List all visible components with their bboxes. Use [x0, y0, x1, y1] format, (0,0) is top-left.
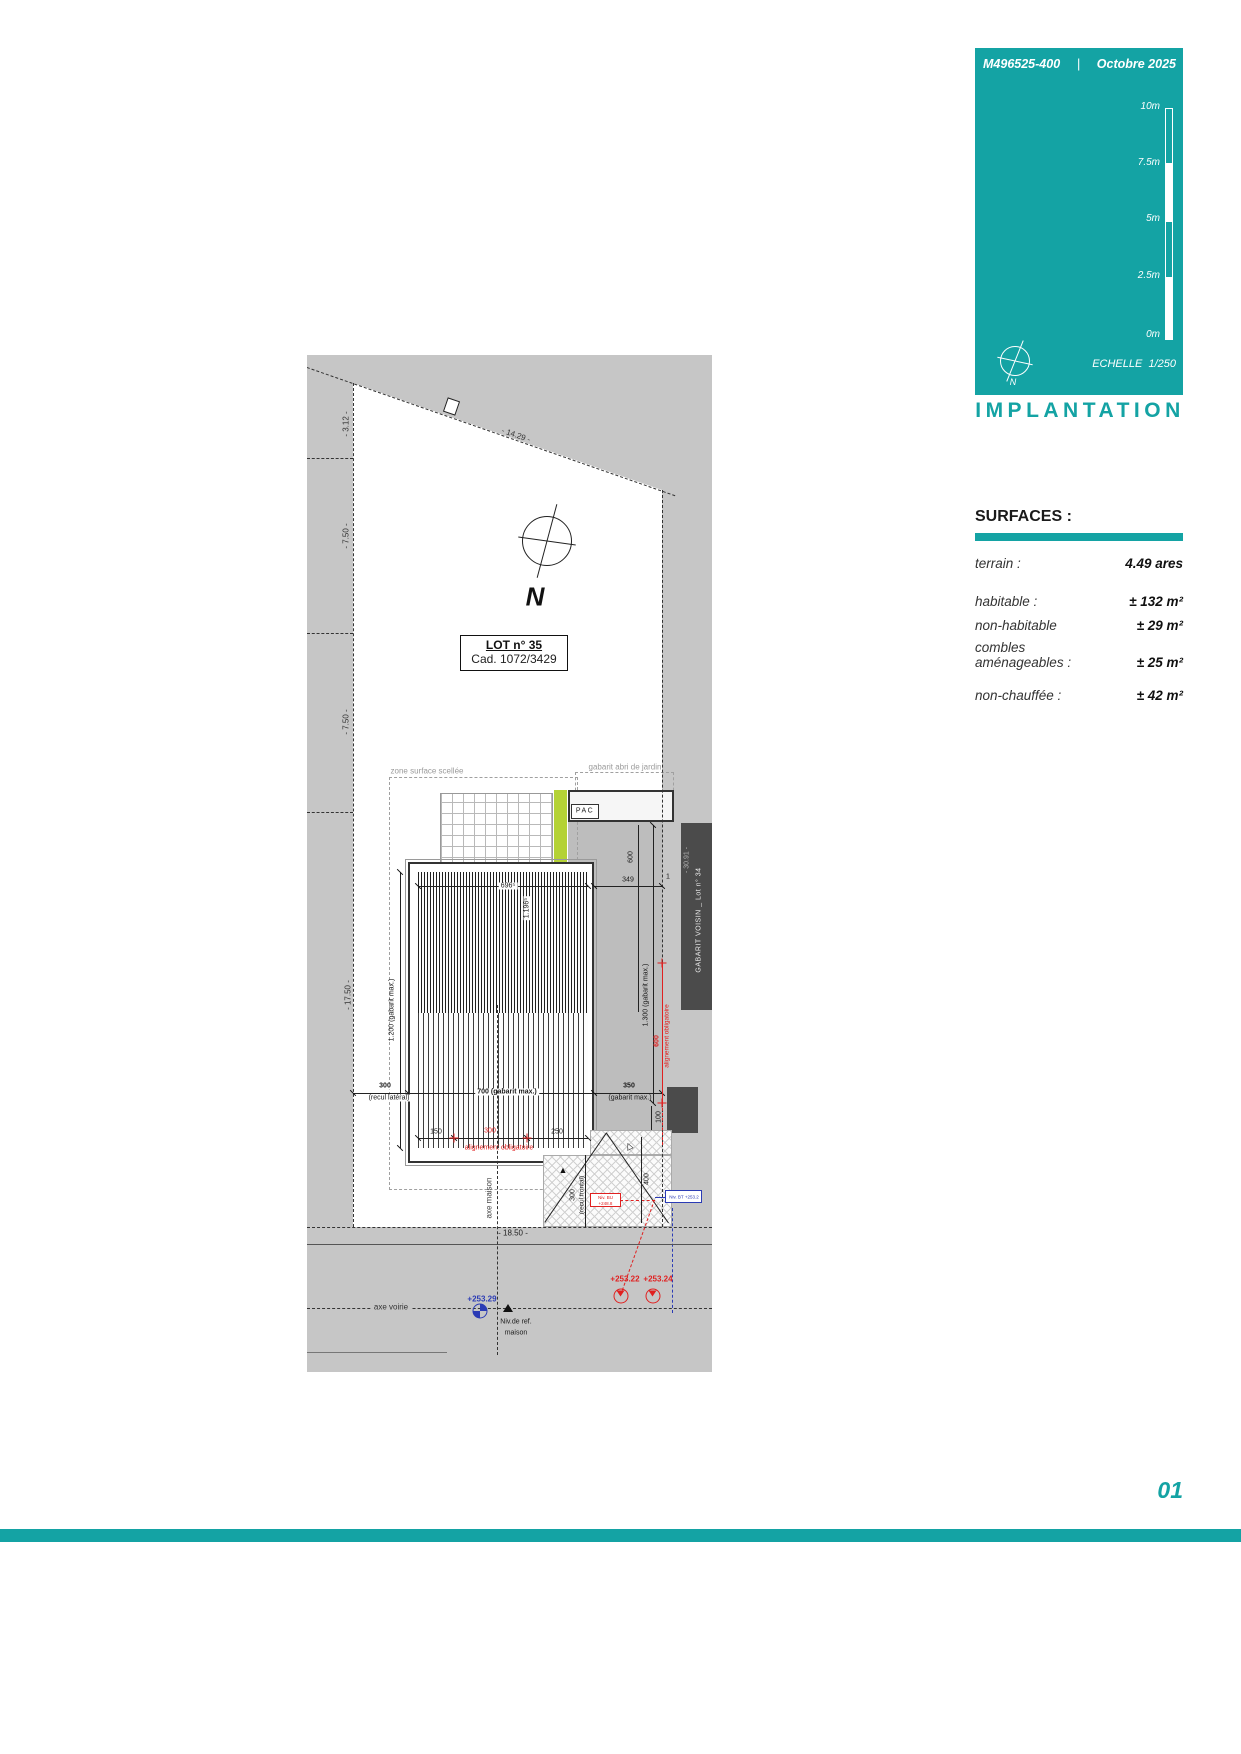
surfaces-heading: SURFACES :: [975, 508, 1072, 525]
boundary-marker: [443, 397, 460, 415]
dim-line-600: [638, 825, 639, 1012]
echelle-value: 1/250: [1148, 358, 1176, 370]
dim-west-4: - 17.50 -: [343, 980, 353, 1010]
scale-tick-5m: 5m: [1146, 213, 1160, 224]
dim-100: 100: [655, 1111, 663, 1123]
dim-line-1300: [653, 825, 654, 1103]
header-separator: |: [1076, 57, 1081, 71]
surfaces-underline: [975, 533, 1183, 541]
panel-north-letter: N: [1009, 377, 1017, 387]
niv-ref-line2: maison: [504, 1329, 528, 1337]
green-strip: [554, 790, 567, 873]
echelle-label: ECHELLE: [1092, 358, 1143, 370]
surface-value: ± 29 m²: [1136, 618, 1183, 633]
dim-600: 600: [627, 851, 635, 863]
surface-row-terrain: [975, 556, 1183, 571]
surface-label: terrain :: [975, 556, 1021, 571]
scale-tick-0m: 0m: [1146, 329, 1160, 340]
page-number: 01: [1157, 1477, 1183, 1503]
slope-arrow-hollow-icon: △: [623, 1139, 635, 1152]
ref-triangle-icon: [503, 1304, 513, 1312]
alignement-obligatoire-east: alignement obligatoire: [663, 1004, 671, 1068]
dim-600-red: 600: [653, 1035, 661, 1047]
dim-chain-bottom: [418, 1138, 588, 1139]
panel-header: [983, 57, 1176, 71]
axe-maison-label: axe maison: [484, 1177, 494, 1219]
footer-bar: [0, 1529, 1241, 1542]
division-line-3: [307, 812, 353, 813]
dim-250: 250: [551, 1128, 563, 1136]
level-253-24: +253.24: [643, 1274, 673, 1284]
slope-arrow-solid-icon: ▲: [558, 1165, 568, 1175]
benchmark-253-29: [473, 1304, 488, 1319]
level-253-29: +253.29: [467, 1294, 497, 1304]
surface-value: ± 25 m²: [1136, 655, 1183, 670]
lot-title: LOT n° 35: [485, 638, 543, 652]
surface-row-non-chauffee: [975, 688, 1183, 703]
north-letter: N: [525, 581, 545, 612]
blue-note-text: Niv. BT +253.2: [669, 1194, 699, 1200]
house-roof-hatch-dense: [418, 872, 588, 1013]
axe-maison-line: [497, 1005, 498, 1355]
dim-recul-frontal-label: (recul frontal): [578, 1175, 586, 1215]
level-line-east: [672, 1208, 673, 1313]
dim-350-label: (gabarit max.): [608, 1094, 652, 1102]
terrace: [440, 793, 553, 870]
doc-date: Octobre 2025: [1096, 57, 1176, 71]
dim-west-1: - 3.12 -: [341, 411, 351, 437]
dim-house-height: 1.196⁵: [523, 897, 531, 919]
blue-leader: [655, 1197, 665, 1198]
scale-tick-10m: 10m: [1140, 101, 1160, 112]
surface-value: ± 132 m²: [1129, 594, 1183, 609]
surface-label: habitable :: [975, 594, 1038, 609]
dim-300-red: 300: [484, 1127, 496, 1135]
surface-row-habitable: [975, 594, 1183, 609]
dim-line-349: [594, 886, 662, 887]
dim-line-400: [641, 1137, 642, 1223]
red-note-line1: Niv. BU: [598, 1195, 613, 1200]
red-align-line-dashed: [662, 1103, 663, 1145]
scale-bar: [1165, 108, 1173, 340]
dim-west-3: - 7.50 -: [341, 709, 351, 735]
dim-1: 1: [666, 873, 670, 881]
alignement-obligatoire-bottom: alignement obligatoire: [464, 1144, 534, 1152]
dim-349: 349: [622, 876, 634, 884]
site-plan: [307, 355, 712, 1372]
zone-scellee-label: zone surface scellée: [390, 766, 464, 776]
niv-ref-line1: Niv.de ref.: [500, 1318, 532, 1326]
level-marker-253-24: [646, 1289, 661, 1304]
axe-voirie-label: axe voirie: [371, 1303, 411, 1312]
scale-tick-2-5m: 2.5m: [1137, 270, 1160, 281]
level-253-22: +253.22: [610, 1274, 640, 1284]
lot-label-box: [460, 635, 568, 671]
title-panel: [975, 48, 1183, 395]
abri-gabarit-label: gabarit abri de jardin: [588, 762, 662, 772]
level-marker-253-22: [614, 1289, 629, 1304]
dim-150: 150: [430, 1128, 442, 1136]
road-edge: [307, 1244, 712, 1245]
surface-label: non-habitable: [975, 618, 1057, 633]
dim-recul-frontal-value: 300: [569, 1189, 577, 1201]
red-note-box: [590, 1193, 621, 1207]
dim-700: 700 (gabarit max.): [477, 1088, 537, 1096]
red-note-line2: +248.8: [598, 1201, 613, 1206]
dim-north: - 14.29 -: [500, 425, 532, 445]
surface-value: ± 42 m²: [1136, 688, 1183, 703]
surface-row-combles: [975, 640, 1183, 670]
blue-note-box: [665, 1190, 702, 1203]
neighbour-gabarit-lower: [667, 1087, 698, 1133]
dim-street: - 18.50 -: [495, 1229, 531, 1238]
red-leader-h: [620, 1200, 655, 1201]
road-bottom-line: [307, 1352, 447, 1353]
dim-1300: 1.300 (gabarit max.): [642, 963, 650, 1027]
dim-1200: 1.200 (gabarit max.): [388, 978, 396, 1042]
dim-696: 696⁵: [500, 882, 516, 890]
dim-west-2: - 7.50 -: [341, 523, 351, 549]
pac-label: PAC: [575, 807, 595, 815]
dim-350: 350: [623, 1082, 635, 1090]
dim-line-1200: [400, 872, 401, 1148]
surface-label: combles aménageables :: [975, 640, 1072, 670]
dim-400: 400: [643, 1173, 651, 1185]
dim-line-100: [651, 1106, 652, 1130]
dim-east: - 30.91 -: [683, 846, 691, 874]
surface-label: non-chauffée :: [975, 688, 1062, 703]
scale-tick-7-5m: 7.5m: [1137, 157, 1160, 168]
division-line-2: [307, 633, 353, 634]
surface-row-non-habitable: [975, 618, 1183, 633]
echelle-note: [1070, 358, 1176, 370]
surface-value: 4.49 ares: [1125, 556, 1183, 571]
boundary-west: [353, 383, 354, 1227]
dim-recul-lat-value: 300: [379, 1082, 391, 1090]
neighbour-gabarit-label: GABARIT VOISIN _ Lot n° 34: [695, 867, 703, 973]
dim-recul-lat-label: (recul latéral): [368, 1094, 410, 1102]
sheet-title: IMPLANTATION: [975, 399, 1185, 422]
doc-reference: M496525-400: [983, 57, 1061, 71]
lot-cadastre: Cad. 1072/3429: [471, 652, 557, 666]
division-line-1: [307, 458, 353, 459]
